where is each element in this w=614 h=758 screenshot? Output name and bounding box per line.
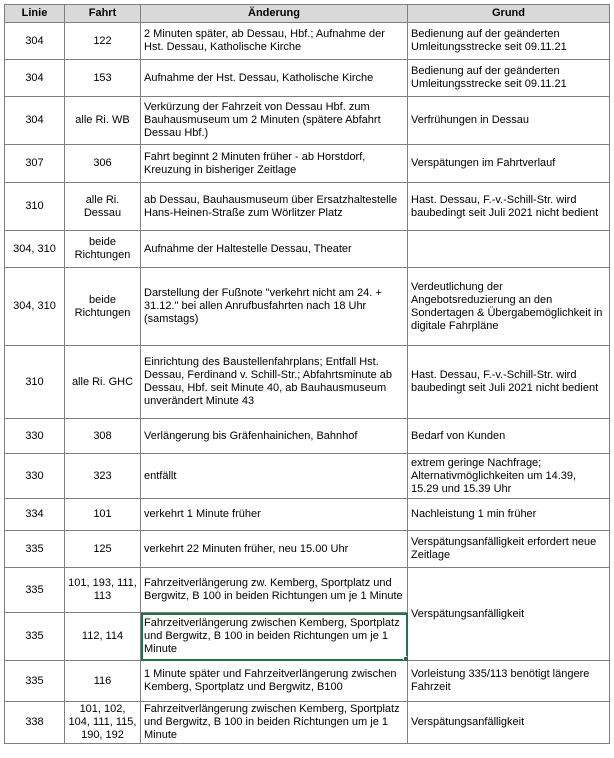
cell-aenderung[interactable]: Darstellung der Fußnote "verkehrt nicht am 24. + 31.12." bei allen Anrufbusfahrten nach 18 Uhr (samstags)	[141, 268, 408, 346]
cell-linie[interactable]: 307	[5, 145, 65, 183]
cell-linie[interactable]: 310	[5, 346, 65, 419]
cell-linie[interactable]: 304	[5, 23, 65, 60]
cell-grund[interactable]: Bedienung auf der geänderten Umleitungsstrecke seit 09.11.21	[408, 60, 610, 97]
cell-aenderung[interactable]: Fahrzeitverlängerung zwischen Kemberg, Sportplatz und Bergwitz, B 100 in beiden Richtungen um je 1 Minute	[141, 702, 408, 744]
cell-linie[interactable]: 335	[5, 613, 65, 661]
cell-grund[interactable]: Vorleistung 335/113 benötigt längere Fahrzeit	[408, 661, 610, 702]
cell-linie[interactable]: 330	[5, 454, 65, 499]
cell-linie[interactable]: 304, 310	[5, 231, 65, 268]
cell-aenderung[interactable]: Aufnahme der Haltestelle Dessau, Theater	[141, 231, 408, 268]
cell-fahrt[interactable]: 308	[65, 419, 141, 454]
cell-grund[interactable]: Verfrühungen in Dessau	[408, 97, 610, 145]
cell-fahrt[interactable]: beide Richtungen	[65, 231, 141, 268]
cell-grund[interactable]: Verspätungsanfälligkeit	[408, 702, 610, 744]
spreadsheet-table	[4, 4, 610, 744]
cell-linie[interactable]: 335	[5, 568, 65, 613]
cell-aenderung[interactable]: verkehrt 1 Minute früher	[141, 499, 408, 531]
cell-fahrt[interactable]: 306	[65, 145, 141, 183]
cell-linie[interactable]: 335	[5, 661, 65, 702]
table-row	[5, 702, 610, 744]
cell-fahrt[interactable]: 125	[65, 531, 141, 568]
selected-cell-aenderung[interactable]	[141, 613, 408, 661]
cell-aenderung[interactable]: verkehrt 22 Minuten früher, neu 15.00 Uhr	[141, 531, 408, 568]
cell-fahrt[interactable]: alle Ri. WB	[65, 97, 141, 145]
cell-linie[interactable]: 334	[5, 499, 65, 531]
cell-grund[interactable]: Hast. Dessau, F.-v.-Schill-Str. wird baubedingt seit Juli 2021 nicht bedient	[408, 183, 610, 231]
cell-aenderung[interactable]: entfällt	[141, 454, 408, 499]
table-row	[5, 531, 610, 568]
cell-fahrt[interactable]: 122	[65, 23, 141, 60]
cell-linie[interactable]: 304	[5, 60, 65, 97]
cell-linie[interactable]: 304, 310	[5, 268, 65, 346]
table-row	[5, 268, 610, 346]
cell-fahrt[interactable]: beide Richtungen	[65, 268, 141, 346]
header-row	[5, 5, 610, 23]
cell-aenderung[interactable]: ab Dessau, Bauhausmuseum über Ersatzhaltestelle Hans-Heinen-Straße zum Wörlitzer Platz	[141, 183, 408, 231]
cell-linie[interactable]: 335	[5, 531, 65, 568]
table-row	[5, 23, 610, 60]
cell-grund[interactable]: Verspätungsanfälligkeit erfordert neue Zeitlage	[408, 531, 610, 568]
cell-aenderung[interactable]: 1 Minute später und Fahrzeitverlängerung zwischen Kemberg, Sportplatz und Bergwitz, B100	[141, 661, 408, 702]
cell-fahrt[interactable]: alle Ri. GHC	[65, 346, 141, 419]
cell-grund[interactable]: Nachleistung 1 min früher	[408, 499, 610, 531]
table-row	[5, 60, 610, 97]
cell-aenderung[interactable]: Aufnahme der Hst. Dessau, Katholische Kirche	[141, 60, 408, 97]
cell-aenderung[interactable]: Verlängerung bis Gräfenhainichen, Bahnhof	[141, 419, 408, 454]
cell-aenderung[interactable]: Fahrzeitverlängerung zw. Kemberg, Sportplatz und Bergwitz, B 100 in beiden Richtungen um je 1 Minute	[141, 568, 408, 613]
table-row	[5, 454, 610, 499]
table-row	[5, 231, 610, 268]
table-row	[5, 568, 610, 613]
fill-handle[interactable]	[403, 656, 408, 661]
cell-text: Fahrzeitverlängerung zwischen Kemberg, Sportplatz und Bergwitz, B 100 in beiden Richtungen um je 1 Minute	[144, 617, 400, 655]
cell-fahrt[interactable]: 101, 102, 104, 111, 115, 190, 192	[65, 702, 141, 744]
cell-fahrt[interactable]: 101	[65, 499, 141, 531]
table-row	[5, 499, 610, 531]
cell-fahrt[interactable]: 112, 114	[65, 613, 141, 661]
cell-aenderung[interactable]: Verkürzung der Fahrzeit von Dessau Hbf. zum Bauhausmuseum um 2 Minuten (spätere Abfahrt Dessau Hbf.)	[141, 97, 408, 145]
table-row	[5, 97, 610, 145]
table-row	[5, 346, 610, 419]
cell-grund[interactable]: Hast. Dessau, F.-v.-Schill-Str. wird baubedingt seit Juli 2021 nicht bedient	[408, 346, 610, 419]
cell-linie[interactable]: 310	[5, 183, 65, 231]
cell-grund[interactable]: Bedienung auf der geänderten Umleitungsstrecke seit 09.11.21	[408, 23, 610, 60]
cell-grund-merged[interactable]: Verspätungsanfälligkeit	[408, 568, 610, 661]
cell-fahrt[interactable]: 153	[65, 60, 141, 97]
table-row	[5, 183, 610, 231]
cell-linie[interactable]: 338	[5, 702, 65, 744]
cell-grund[interactable]: extrem geringe Nachfrage; Alternativmöglichkeiten um 14.39, 15.29 und 15.39 Uhr	[408, 454, 610, 499]
cell-fahrt[interactable]: 101, 193, 111, 113	[65, 568, 141, 613]
header-linie[interactable]: Linie	[5, 5, 65, 23]
cell-grund[interactable]	[408, 231, 610, 268]
cell-fahrt[interactable]: 323	[65, 454, 141, 499]
cell-fahrt[interactable]: 116	[65, 661, 141, 702]
cell-grund[interactable]: Bedarf von Kunden	[408, 419, 610, 454]
header-grund[interactable]: Grund	[408, 5, 610, 23]
table-row	[5, 419, 610, 454]
cell-grund[interactable]: Verspätungen im Fahrtverlauf	[408, 145, 610, 183]
header-aenderung[interactable]: Änderung	[141, 5, 408, 23]
cell-linie[interactable]: 304	[5, 97, 65, 145]
cell-aenderung[interactable]: 2 Minuten später, ab Dessau, Hbf.; Aufnahme der Hst. Dessau, Katholische Kirche	[141, 23, 408, 60]
table-row	[5, 661, 610, 702]
cell-grund[interactable]: Verdeutlichung der Angebotsreduzierung an den Sondertagen & Übergabemöglichkeit in digitale Fahrpläne	[408, 268, 610, 346]
table-row	[5, 145, 610, 183]
cell-fahrt[interactable]: alle Ri. Dessau	[65, 183, 141, 231]
cell-linie[interactable]: 330	[5, 419, 65, 454]
cell-aenderung[interactable]: Einrichtung des Baustellenfahrplans; Entfall Hst. Dessau, Ferdinand v. Schill-Str.; Abfahrtsminute ab Dessau, Hbf. seit Minute 40, ab Bauhausmuseum unverändert Minute 43	[141, 346, 408, 419]
header-fahrt[interactable]: Fahrt	[65, 5, 141, 23]
cell-aenderung[interactable]: Fahrt beginnt 2 Minuten früher - ab Horstdorf, Kreuzung in bisheriger Zeitlage	[141, 145, 408, 183]
